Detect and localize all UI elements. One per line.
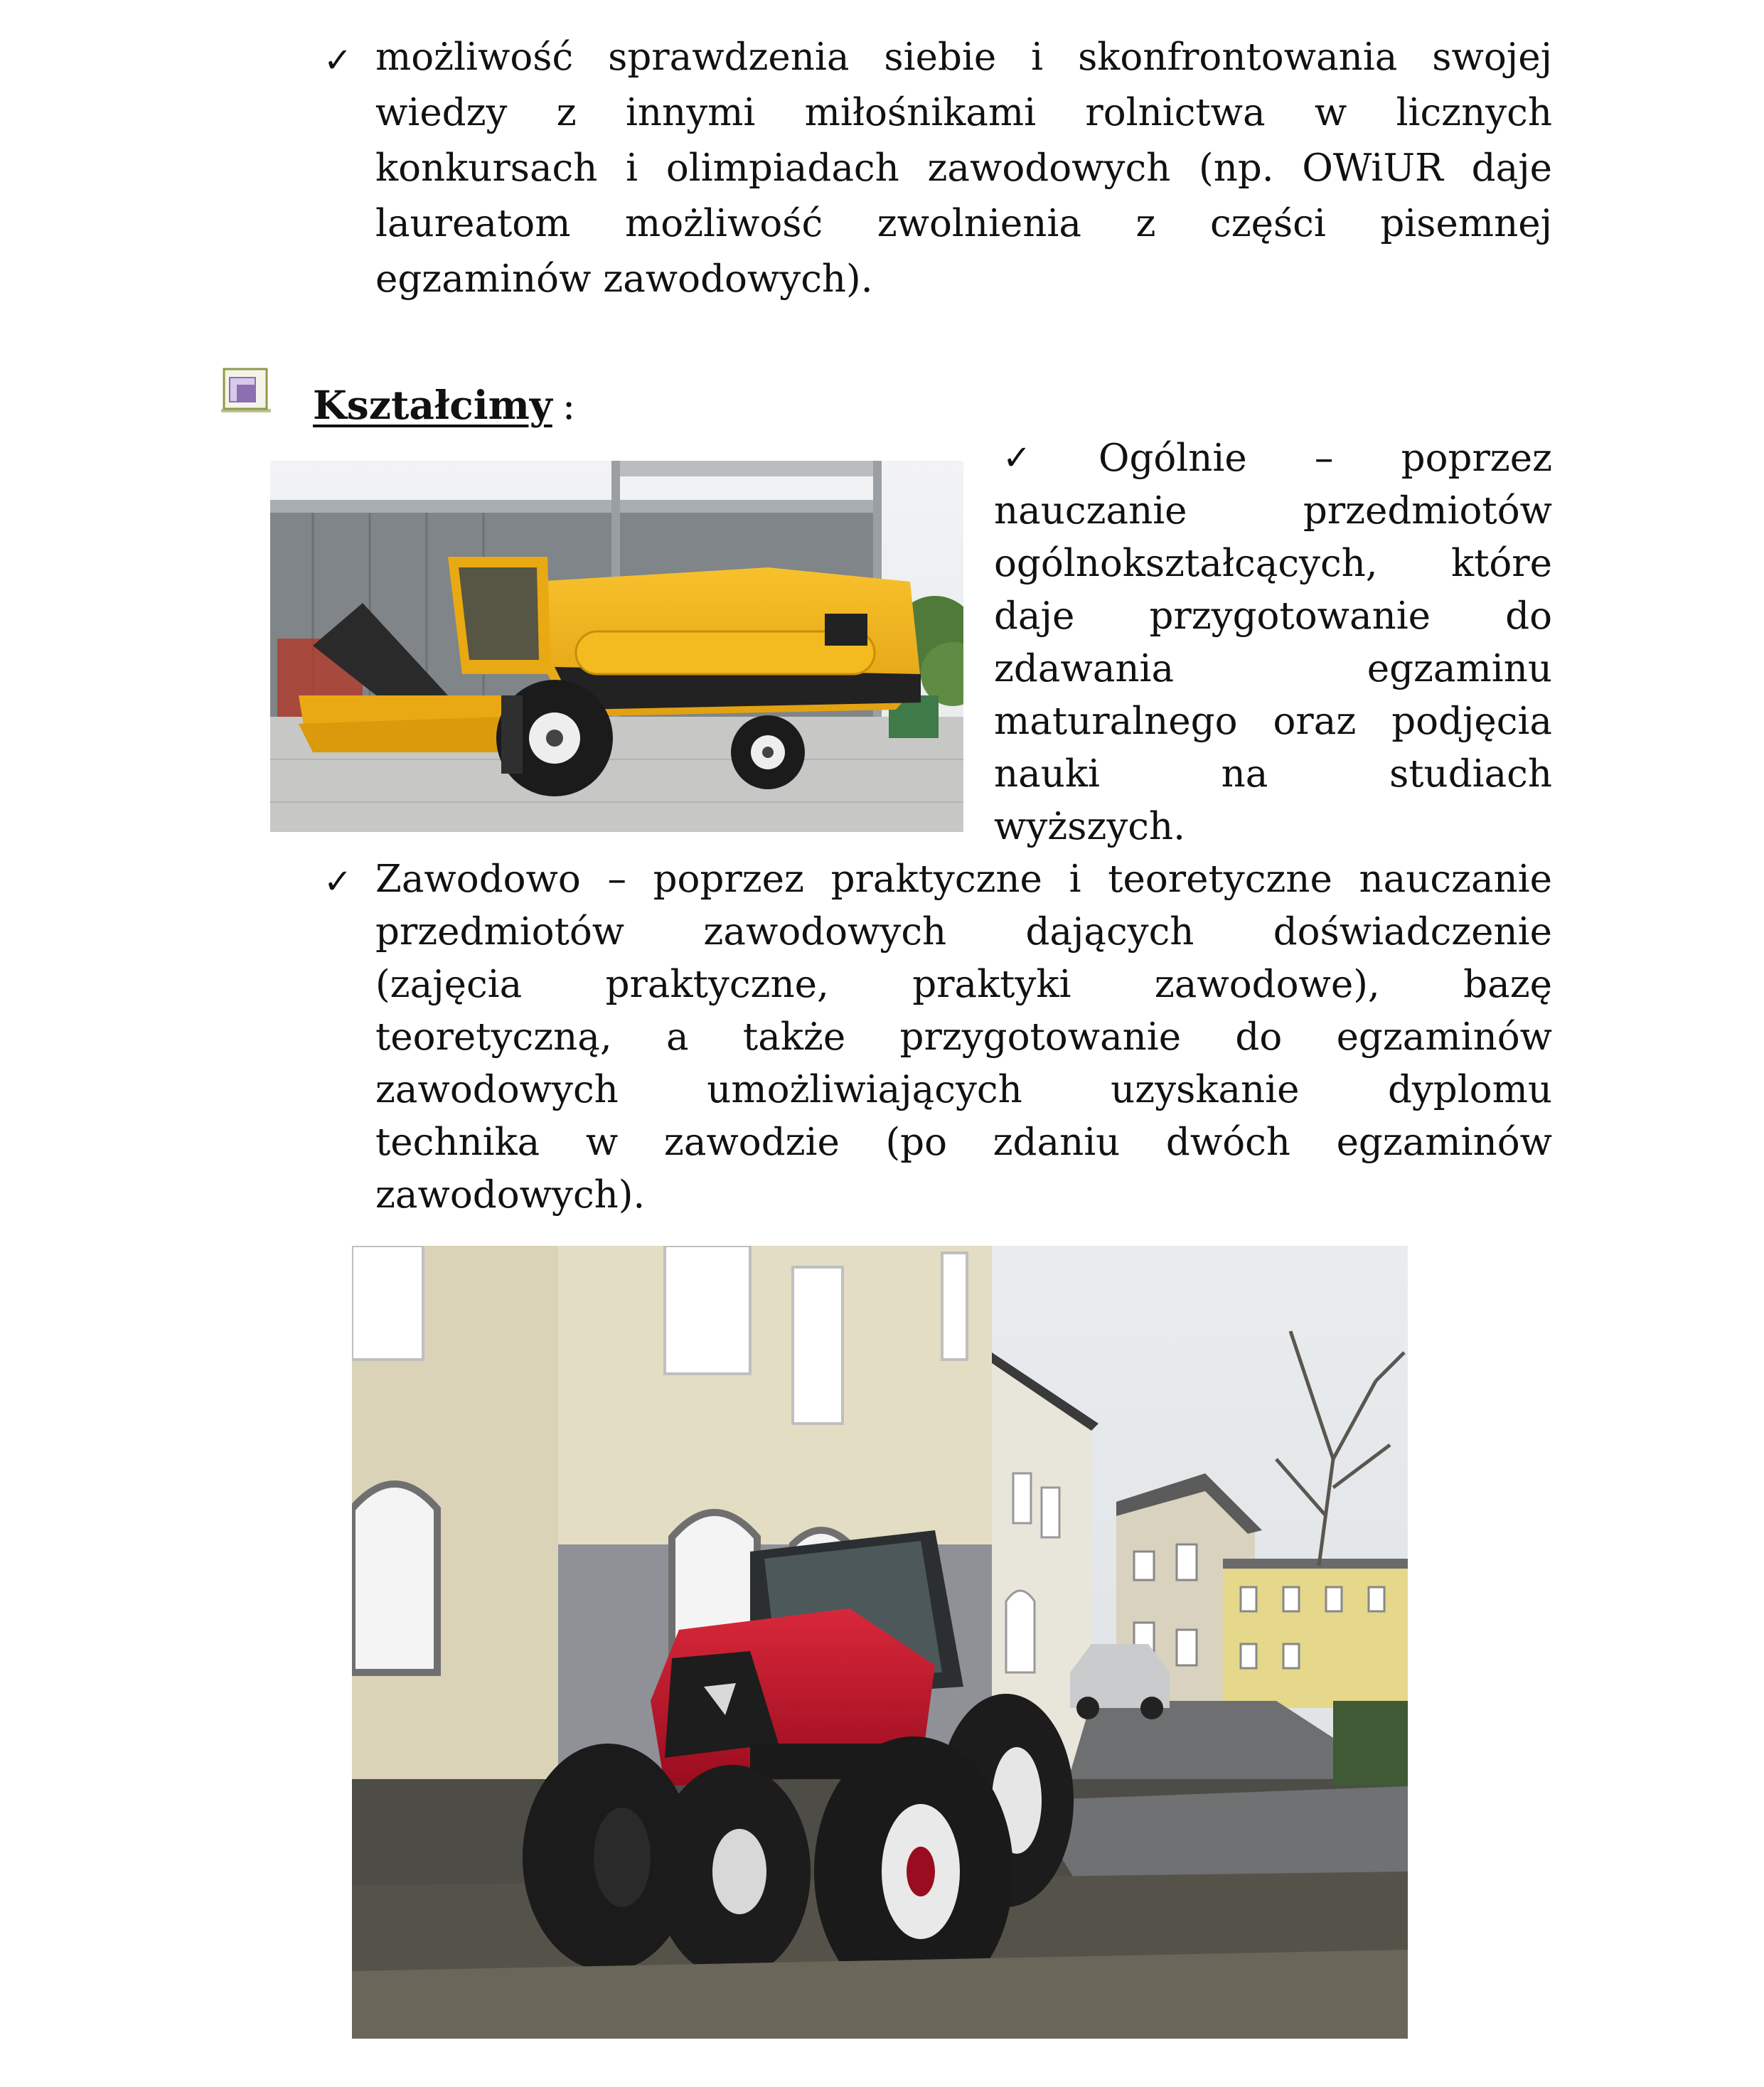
text-line: egzaminów zawodowych).	[375, 257, 873, 301]
text-line: Ogólnie – poprzez	[1099, 437, 1552, 480]
text-line: Zawodowo – poprzez praktyczne i teoretyczne nauczanie	[375, 858, 1552, 901]
text-line: zawodowych).	[375, 1173, 646, 1217]
text-line: nauki na studiach	[994, 752, 1552, 796]
text-line: laureatom możliwość zwolnienia z części pisemnej	[375, 202, 1552, 245]
text-line: ogólnokształcących, które	[994, 542, 1552, 585]
heading-title: Kształcimy	[313, 382, 552, 428]
stacked-squares-icon	[220, 366, 273, 416]
check-mark-icon: ✓	[324, 41, 353, 80]
combine-harvester-photo	[270, 461, 963, 832]
text-line: daje przygotowanie do	[994, 594, 1552, 638]
text-line: konkursach i olimpiadach zawodowych (np. OWiUR daje	[375, 146, 1552, 190]
bullet-competitions	[375, 30, 1552, 307]
check-mark-icon: ✓	[1003, 438, 1032, 478]
text-line: teoretyczną, a także przygotowanie do egzaminów	[375, 1015, 1552, 1059]
check-mark-icon: ✓	[324, 862, 353, 902]
section-heading	[313, 373, 575, 437]
text-line: maturalnego oraz podjęcia	[994, 700, 1552, 743]
text-line: możliwość sprawdzenia siebie i skonfrontowania swojej	[375, 36, 1552, 79]
text-line: przedmiotów zawodowych dających doświadczenie	[375, 910, 1552, 954]
bullet-general-education	[994, 432, 1552, 853]
text-line: technika w zawodzie (po zdaniu dwóch egzaminów	[375, 1121, 1552, 1164]
text-line: zawodowych umożliwiających uzyskanie dyplomu	[375, 1068, 1552, 1111]
text-line: nauczanie przedmiotów	[994, 489, 1552, 533]
bullet-vocational-education	[375, 853, 1552, 1222]
tractor-school-photo	[352, 1246, 1408, 2039]
heading-colon: :	[562, 383, 576, 428]
text-line: zdawania egzaminu	[994, 647, 1552, 690]
text-line: (zajęcia praktyczne, praktyki zawodowe), bazę	[375, 963, 1552, 1006]
text-line: wyższych.	[994, 805, 1185, 848]
text-line: wiedzy z innymi miłośnikami rolnictwa w licznych	[375, 91, 1552, 134]
